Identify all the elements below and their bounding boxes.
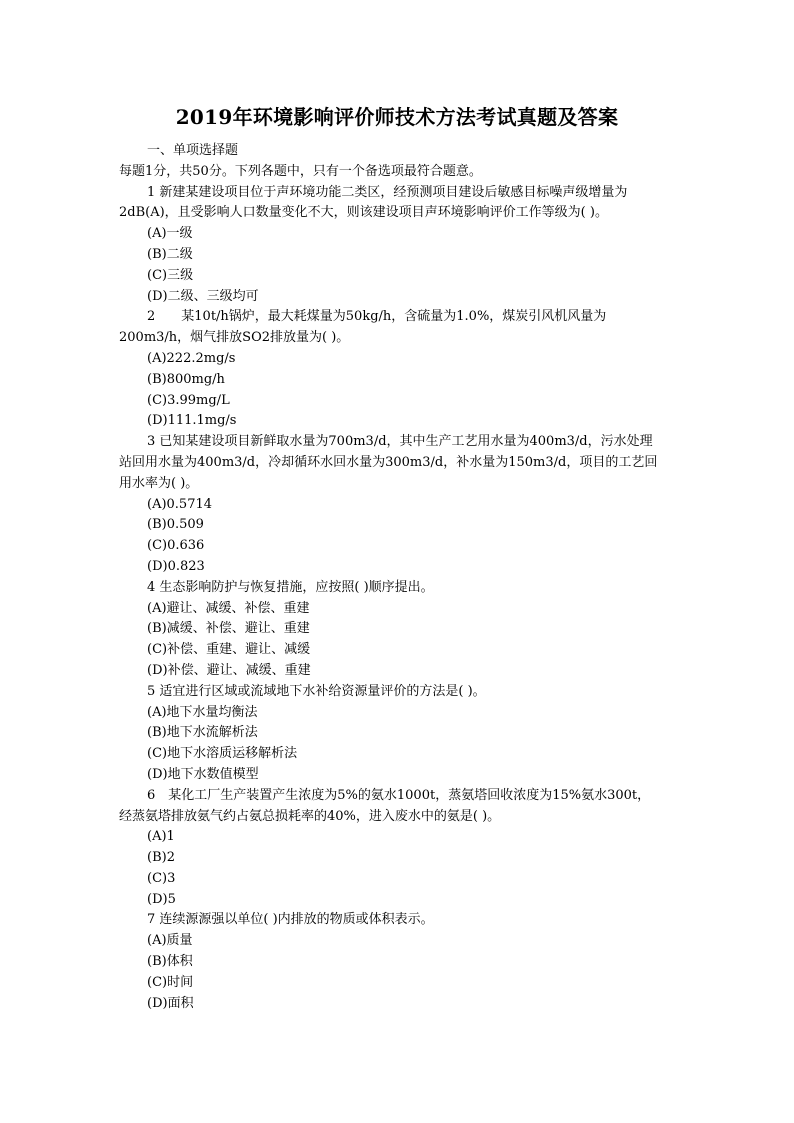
question-1-option-d: (D)二级、三级均可 xyxy=(147,288,259,304)
question-5-stem: 5 适宜进行区域或流域地下水补给资源量评价的方法是( )。 xyxy=(147,683,486,699)
question-4-option-b: (B)减缓、补偿、避让、重建 xyxy=(147,621,310,637)
question-4-option-d: (D)补偿、避让、减缓、重建 xyxy=(147,662,311,678)
question-5-option-c: (C)地下水溶质运移解析法 xyxy=(147,746,298,762)
question-1-option-c: (C)三级 xyxy=(147,267,194,283)
question-1-option-b: (B)二级 xyxy=(147,246,193,262)
question-7-option-a: (A)质量 xyxy=(147,933,193,949)
question-1-option-a: (A)一级 xyxy=(147,226,193,242)
question-2-option-c: (C)3.99mg/L xyxy=(147,392,230,408)
question-3-stem: 3 已知某建设项目新鲜取水量为700m3/d，其中生产工艺用水量为400m3/d，污水处理 xyxy=(147,434,653,450)
question-5-option-a: (A)地下水量均衡法 xyxy=(147,704,258,720)
document-body xyxy=(119,141,679,1014)
question-2-option-d: (D)111.1mg/s xyxy=(147,413,237,429)
question-1-stem: 1 新建某建设项目位于声环境功能二类区，经预测项目建设后敏感目标噪声级增量为 xyxy=(147,184,628,200)
question-3-stem-cont: 站回用水量为400m3/d，冷却循环水回水量为300m3/d，补水量为150m3/d，项目的工艺回 xyxy=(119,454,658,470)
question-6-option-c: (C)3 xyxy=(147,870,176,886)
question-7-stem: 7 连续源源强以单位( )内排放的物质或体积表示。 xyxy=(147,912,434,928)
question-6-option-d: (D)5 xyxy=(147,891,176,907)
question-6-option-b: (B)2 xyxy=(147,850,175,866)
question-6-option-a: (A)1 xyxy=(147,829,175,845)
question-3-option-a: (A)0.5714 xyxy=(147,496,213,512)
question-4-option-a: (A)避让、减缓、补偿、重建 xyxy=(147,600,310,616)
question-1-stem-cont: 2dB(A)，且受影响人口数量变化不大，则该建设项目声环境影响评价工作等级为( )。 xyxy=(119,205,608,221)
question-2-option-b: (B)800mg/h xyxy=(147,371,225,387)
question-6-stem: 6 某化工厂生产装置产生浓度为5%的氨水1000t，蒸氨塔回收浓度为15%氨水300t， xyxy=(147,787,651,803)
question-7-option-b: (B)体积 xyxy=(147,954,193,970)
question-7-option-d: (D)面积 xyxy=(147,995,194,1011)
question-3-option-c: (C)0.636 xyxy=(147,538,205,554)
question-7-option-c: (C)时间 xyxy=(147,974,194,990)
question-3-stem-cont-2: 用水率为( )。 xyxy=(119,475,199,491)
question-4-stem: 4 生态影响防护与恢复措施，应按照( )顺序提出。 xyxy=(147,579,434,595)
question-5-option-b: (B)地下水流解析法 xyxy=(147,725,258,741)
question-2-stem-cont: 200m3/h，烟气排放SO2排放量为( )。 xyxy=(119,330,350,346)
question-6-stem-cont: 经蒸氨塔排放氨气约占氨总损耗率的40%，进入废水中的氨是( )。 xyxy=(119,808,501,824)
section-heading: 一、单项选择题 xyxy=(147,143,239,158)
question-5-option-d: (D)地下水数值模型 xyxy=(147,766,259,782)
question-2-option-a: (A)222.2mg/s xyxy=(147,350,236,366)
question-3-option-d: (D)0.823 xyxy=(147,558,205,574)
question-2-stem: 2 某10t/h锅炉，最大耗煤量为50kg/h，含硫量为1.0%，煤炭引风机风量为 xyxy=(147,309,607,325)
instruction-text: 每题1分，共50分。下列各题中，只有一个备选项最符合题意。 xyxy=(119,163,482,179)
question-3-option-b: (B)0.509 xyxy=(147,517,204,533)
document-title: 2019年环境影响评价师技术方法考试真题及答案 xyxy=(175,105,619,129)
question-4-option-c: (C)补偿、重建、避让、减缓 xyxy=(147,642,311,658)
